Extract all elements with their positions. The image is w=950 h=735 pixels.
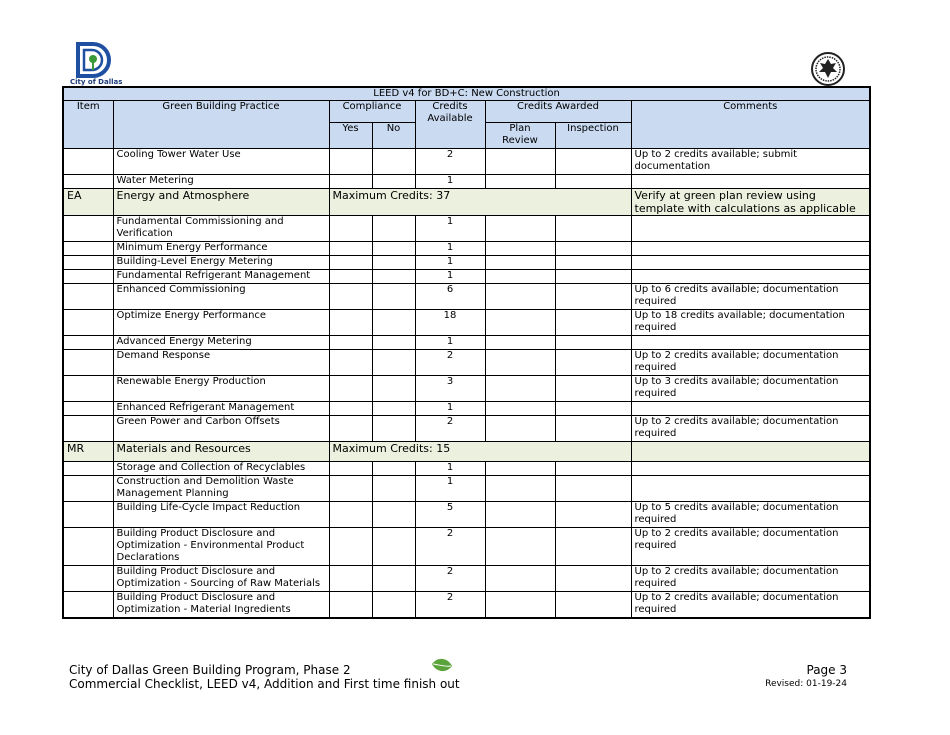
compliance-no-cell[interactable]	[372, 216, 415, 242]
plan-review-cell[interactable]	[485, 566, 555, 592]
comment	[631, 216, 870, 242]
practice-name: Minimum Energy Performance	[113, 242, 329, 256]
compliance-no-cell[interactable]	[372, 270, 415, 284]
compliance-no-cell[interactable]	[372, 350, 415, 376]
compliance-no-cell[interactable]	[372, 336, 415, 350]
comment	[631, 462, 870, 476]
practice-name: Demand Response	[113, 350, 329, 376]
compliance-no-cell[interactable]	[372, 284, 415, 310]
credits-available: 5	[415, 502, 485, 528]
inspection-cell[interactable]	[555, 376, 631, 402]
comment: Up to 2 credits available; documentation required	[631, 566, 870, 592]
plan-review-cell[interactable]	[485, 256, 555, 270]
practice-name: Fundamental Refrigerant Management	[113, 270, 329, 284]
compliance-no-cell[interactable]	[372, 175, 415, 189]
footer-program: City of Dallas Green Building Program, Phase 2	[69, 663, 351, 677]
category-row-ea	[63, 189, 870, 216]
compliance-yes-cell[interactable]	[329, 256, 372, 270]
inspection-cell[interactable]	[555, 462, 631, 476]
inspection-cell[interactable]	[555, 528, 631, 566]
table-row	[63, 270, 870, 284]
comment	[631, 270, 870, 284]
compliance-yes-cell[interactable]	[329, 416, 372, 442]
header-comments: Comments	[631, 101, 870, 149]
category-max-credits: Maximum Credits: 37	[329, 189, 631, 216]
compliance-yes-cell[interactable]	[329, 350, 372, 376]
table-row	[63, 462, 870, 476]
header-credits-available: Credits Available	[415, 101, 485, 149]
category-comment	[631, 442, 870, 462]
comment: Up to 2 credits available; documentation required	[631, 528, 870, 566]
compliance-no-cell[interactable]	[372, 476, 415, 502]
inspection-cell[interactable]	[555, 566, 631, 592]
table-row	[63, 242, 870, 256]
header-practice: Green Building Practice	[113, 101, 329, 149]
category-comment: Verify at green plan review using template with calculations as applicable	[631, 189, 870, 216]
comment	[631, 256, 870, 270]
table-row	[63, 336, 870, 350]
comment: Up to 3 credits available; documentation required	[631, 376, 870, 402]
credits-available: 3	[415, 376, 485, 402]
plan-review-cell[interactable]	[485, 350, 555, 376]
compliance-yes-cell[interactable]	[329, 242, 372, 256]
compliance-yes-cell[interactable]	[329, 310, 372, 336]
compliance-yes-cell[interactable]	[329, 528, 372, 566]
compliance-no-cell[interactable]	[372, 242, 415, 256]
plan-review-cell[interactable]	[485, 476, 555, 502]
header-no: No	[372, 123, 415, 149]
compliance-no-cell[interactable]	[372, 256, 415, 270]
footer-right	[765, 663, 847, 691]
credits-available: 1	[415, 462, 485, 476]
comment	[631, 476, 870, 502]
usgbc-seal-icon	[809, 52, 847, 86]
compliance-no-cell[interactable]	[372, 592, 415, 619]
category-row-mr	[63, 442, 870, 462]
inspection-cell[interactable]	[555, 476, 631, 502]
inspection-cell[interactable]	[555, 284, 631, 310]
plan-review-cell[interactable]	[485, 242, 555, 256]
plan-review-cell[interactable]	[485, 149, 555, 175]
credits-available: 1	[415, 175, 485, 189]
inspection-cell[interactable]	[555, 592, 631, 619]
plan-review-cell[interactable]	[485, 416, 555, 442]
compliance-yes-cell[interactable]	[329, 462, 372, 476]
credits-available: 1	[415, 336, 485, 350]
plan-review-cell[interactable]	[485, 310, 555, 336]
practice-name: Building Product Disclosure and Optimization - Material Ingredients	[113, 592, 329, 619]
compliance-no-cell[interactable]	[372, 376, 415, 402]
practice-name: Construction and Demolition Waste Management Planning	[113, 476, 329, 502]
compliance-yes-cell[interactable]	[329, 402, 372, 416]
inspection-cell[interactable]	[555, 336, 631, 350]
credits-available: 2	[415, 566, 485, 592]
inspection-cell[interactable]	[555, 216, 631, 242]
header-inspection: Inspection	[555, 123, 631, 149]
table-row	[63, 216, 870, 242]
table-row	[63, 376, 870, 402]
practice-name: Optimize Energy Performance	[113, 310, 329, 336]
inspection-cell[interactable]	[555, 402, 631, 416]
credits-available: 2	[415, 350, 485, 376]
practice-name: Building Product Disclosure and Optimization - Sourcing of Raw Materials	[113, 566, 329, 592]
credits-available: 1	[415, 402, 485, 416]
plan-review-cell[interactable]	[485, 376, 555, 402]
category-name: Energy and Atmosphere	[113, 189, 329, 216]
table-title: LEED v4 for BD+C: New Construction	[63, 87, 870, 101]
table-row	[63, 592, 870, 619]
comment: Up to 5 credits available; documentation required	[631, 502, 870, 528]
plan-review-cell[interactable]	[485, 592, 555, 619]
practice-name: Building Life-Cycle Impact Reduction	[113, 502, 329, 528]
credits-available: 18	[415, 310, 485, 336]
category-item: EA	[63, 189, 113, 216]
inspection-cell[interactable]	[555, 350, 631, 376]
compliance-no-cell[interactable]	[372, 462, 415, 476]
city-logo-text: City of Dallas	[70, 78, 123, 86]
credits-available: 2	[415, 592, 485, 619]
plan-review-cell[interactable]	[485, 175, 555, 189]
inspection-cell[interactable]	[555, 270, 631, 284]
plan-review-cell[interactable]	[485, 216, 555, 242]
practice-name: Renewable Energy Production	[113, 376, 329, 402]
table-row	[63, 149, 870, 175]
table-row	[63, 350, 870, 376]
table-row	[63, 284, 870, 310]
practice-name: Enhanced Commissioning	[113, 284, 329, 310]
compliance-no-cell[interactable]	[372, 528, 415, 566]
compliance-yes-cell[interactable]	[329, 566, 372, 592]
compliance-no-cell[interactable]	[372, 502, 415, 528]
inspection-cell[interactable]	[555, 310, 631, 336]
table-row	[63, 502, 870, 528]
table-row	[63, 416, 870, 442]
category-name: Materials and Resources	[113, 442, 329, 462]
footer-left	[69, 663, 460, 691]
header-yes: Yes	[329, 123, 372, 149]
table-row	[63, 566, 870, 592]
comment: Up to 6 credits available; documentation required	[631, 284, 870, 310]
header-plan-review: Plan Review	[485, 123, 555, 149]
compliance-yes-cell[interactable]	[329, 476, 372, 502]
credits-available: 6	[415, 284, 485, 310]
plan-review-cell[interactable]	[485, 284, 555, 310]
credits-available: 2	[415, 149, 485, 175]
comment	[631, 242, 870, 256]
compliance-yes-cell[interactable]	[329, 270, 372, 284]
header-compliance: Compliance	[329, 101, 415, 123]
credits-available: 2	[415, 416, 485, 442]
revised-date: Revised: 01-19-24	[765, 679, 847, 689]
plan-review-cell[interactable]	[485, 462, 555, 476]
practice-name: Building Product Disclosure and Optimization - Environmental Product Declarations	[113, 528, 329, 566]
compliance-yes-cell[interactable]	[329, 216, 372, 242]
inspection-cell[interactable]	[555, 502, 631, 528]
table-row	[63, 175, 870, 189]
compliance-no-cell[interactable]	[372, 402, 415, 416]
comment: Up to 2 credits available; documentation required	[631, 592, 870, 619]
compliance-yes-cell[interactable]	[329, 502, 372, 528]
compliance-yes-cell[interactable]	[329, 149, 372, 175]
compliance-yes-cell[interactable]	[329, 376, 372, 402]
compliance-no-cell[interactable]	[372, 566, 415, 592]
footer-checklist: Commercial Checklist, LEED v4, Addition and First time finish out	[69, 677, 460, 691]
practice-name: Fundamental Commissioning and Verification	[113, 216, 329, 242]
category-item: MR	[63, 442, 113, 462]
table-row	[63, 310, 870, 336]
comment: Up to 2 credits available; documentation required	[631, 416, 870, 442]
credits-available: 1	[415, 256, 485, 270]
plan-review-cell[interactable]	[485, 336, 555, 350]
comment: Up to 18 credits available; documentation required	[631, 310, 870, 336]
table-row	[63, 528, 870, 566]
inspection-cell[interactable]	[555, 149, 631, 175]
practice-name: Advanced Energy Metering	[113, 336, 329, 350]
comment	[631, 336, 870, 350]
compliance-yes-cell[interactable]	[329, 175, 372, 189]
practice-name: Green Power and Carbon Offsets	[113, 416, 329, 442]
dallas-d-icon	[75, 42, 115, 78]
inspection-cell[interactable]	[555, 256, 631, 270]
plan-review-cell[interactable]	[485, 528, 555, 566]
comment: Up to 2 credits available; submit documentation	[631, 149, 870, 175]
category-max-credits: Maximum Credits: 15	[329, 442, 631, 462]
inspection-cell[interactable]	[555, 416, 631, 442]
comment: Up to 2 credits available; documentation required	[631, 350, 870, 376]
credits-available: 1	[415, 216, 485, 242]
plan-review-cell[interactable]	[485, 270, 555, 284]
credits-available: 1	[415, 270, 485, 284]
inspection-cell[interactable]	[555, 175, 631, 189]
table-row	[63, 476, 870, 502]
plan-review-cell[interactable]	[485, 402, 555, 416]
practice-name: Cooling Tower Water Use	[113, 149, 329, 175]
leed-checklist-table	[62, 86, 871, 619]
compliance-yes-cell[interactable]	[329, 284, 372, 310]
credits-available: 1	[415, 476, 485, 502]
comment	[631, 402, 870, 416]
table-row	[63, 256, 870, 270]
practice-name: Storage and Collection of Recyclables	[113, 462, 329, 476]
usgbc-logo	[809, 52, 847, 90]
practice-name: Enhanced Refrigerant Management	[113, 402, 329, 416]
header-item: Item	[63, 101, 113, 149]
credits-available: 2	[415, 528, 485, 566]
compliance-no-cell[interactable]	[372, 310, 415, 336]
compliance-no-cell[interactable]	[372, 416, 415, 442]
header-credits-awarded: Credits Awarded	[485, 101, 631, 123]
page-number: Page 3	[806, 663, 847, 677]
table-row	[63, 402, 870, 416]
credits-available: 1	[415, 242, 485, 256]
compliance-yes-cell[interactable]	[329, 592, 372, 619]
city-of-dallas-logo	[70, 42, 123, 86]
comment	[631, 175, 870, 189]
practice-name: Water Metering	[113, 175, 329, 189]
compliance-yes-cell[interactable]	[329, 336, 372, 350]
leaf-icon	[430, 656, 454, 680]
plan-review-cell[interactable]	[485, 502, 555, 528]
practice-name: Building-Level Energy Metering	[113, 256, 329, 270]
compliance-no-cell[interactable]	[372, 149, 415, 175]
inspection-cell[interactable]	[555, 242, 631, 256]
